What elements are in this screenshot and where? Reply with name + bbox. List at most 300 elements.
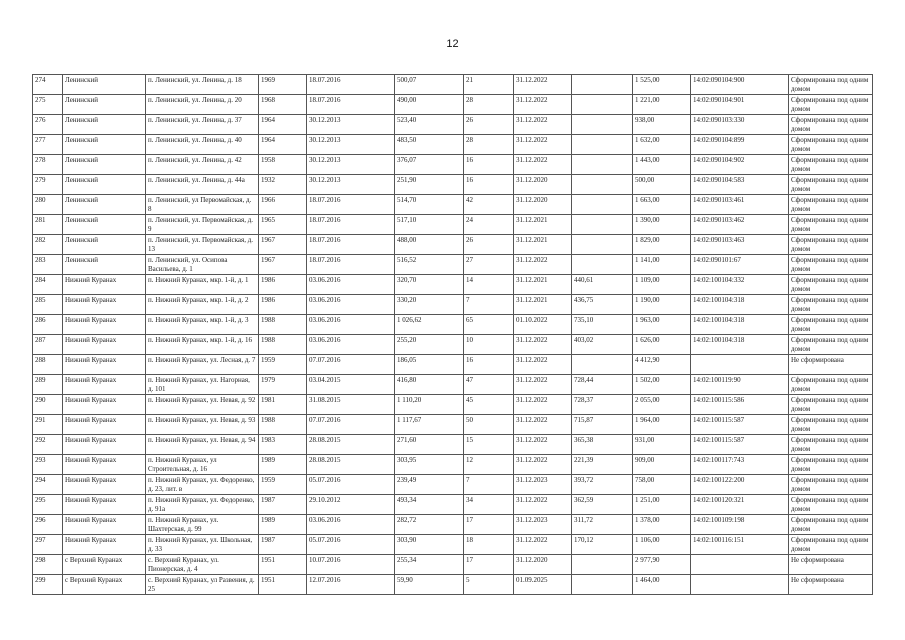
- cell-unit-cost: 728,37: [572, 395, 633, 415]
- cell-area: 1 026,62: [395, 315, 464, 335]
- cell-address: п. Нижний Куранах, мкр. 1-й, д. 3: [146, 315, 259, 335]
- cell-build-year: 1951: [259, 575, 307, 595]
- cell-survey-date: 18.07.2016: [307, 95, 395, 115]
- cell-settlement: Ленинский: [63, 95, 146, 115]
- cell-deadline: 31.12.2020: [514, 175, 572, 195]
- cell-plot-status: Сформирована под одним домом: [789, 455, 873, 475]
- cell-plot-status: Сформирована под одним домом: [789, 195, 873, 215]
- cell-deadline: 31.12.2022: [514, 75, 572, 95]
- cell-plot-status: Сформирована под одним домом: [789, 255, 873, 275]
- cell-plot-status: Не сформирована: [789, 575, 873, 595]
- cell-residents: 17: [464, 515, 514, 535]
- cell-area: 303,90: [395, 535, 464, 555]
- cell-plot-status: Сформирована под одним домом: [789, 135, 873, 155]
- cell-survey-date: 30.12.2013: [307, 175, 395, 195]
- cell-survey-date: 30.12.2013: [307, 115, 395, 135]
- cell-settlement: Ленинский: [63, 175, 146, 195]
- cell-plot-area: 2 055,00: [633, 395, 691, 415]
- cell-deadline: 01.09.2025: [514, 575, 572, 595]
- cell-area: 517,10: [395, 215, 464, 235]
- cell-deadline: 31.12.2021: [514, 275, 572, 295]
- cell-plot-area: 1 632,00: [633, 135, 691, 155]
- cell-cadastral-number: 14:02:100115:587: [691, 415, 789, 435]
- cell-settlement: с Верхний Куранах: [63, 555, 146, 575]
- cell-residents: 45: [464, 395, 514, 415]
- cell-build-year: 1989: [259, 455, 307, 475]
- cell-unit-cost: [572, 255, 633, 275]
- cell-settlement: Нижний Куранах: [63, 275, 146, 295]
- cell-plot-status: Сформирована под одним домом: [789, 235, 873, 255]
- cell-area: 282,72: [395, 515, 464, 535]
- cell-area: 514,70: [395, 195, 464, 215]
- cell-settlement: Нижний Куранах: [63, 455, 146, 475]
- cell-plot-status: Сформирована под одним домом: [789, 495, 873, 515]
- cell-address: п. Ленинский, ул. Ленина, д. 37: [146, 115, 259, 135]
- cell-deadline: 31.12.2021: [514, 215, 572, 235]
- cell-residents: 21: [464, 75, 514, 95]
- cell-row-number: 282: [33, 235, 63, 255]
- cell-deadline: 31.12.2022: [514, 115, 572, 135]
- cell-plot-area: 1 390,00: [633, 215, 691, 235]
- cell-settlement: Нижний Куранах: [63, 395, 146, 415]
- cell-unit-cost: [572, 115, 633, 135]
- cell-settlement: Ленинский: [63, 135, 146, 155]
- cell-deadline: 31.12.2022: [514, 415, 572, 435]
- cell-cadastral-number: 14:02:100116:151: [691, 535, 789, 555]
- cell-deadline: 31.12.2021: [514, 235, 572, 255]
- table-row: [33, 115, 873, 135]
- housing-register-table: [32, 74, 873, 595]
- cell-build-year: 1979: [259, 375, 307, 395]
- cell-cadastral-number: 14:02:090101:67: [691, 255, 789, 275]
- cell-address: п. Нижний Куранах, ул. Лесная, д. 7: [146, 355, 259, 375]
- table-row: [33, 575, 873, 595]
- cell-row-number: 280: [33, 195, 63, 215]
- cell-address: п. Нижний Куранах, мкр. 1-й, д. 1: [146, 275, 259, 295]
- cell-area: 320,70: [395, 275, 464, 295]
- cell-plot-status: Сформирована под одним домом: [789, 535, 873, 555]
- cell-residents: 42: [464, 195, 514, 215]
- cell-row-number: 292: [33, 435, 63, 455]
- cell-deadline: 31.12.2022: [514, 535, 572, 555]
- cell-settlement: с Верхний Куранах: [63, 575, 146, 595]
- cell-residents: 18: [464, 535, 514, 555]
- table-row: [33, 315, 873, 335]
- table-row: [33, 375, 873, 395]
- cell-unit-cost: [572, 235, 633, 255]
- cell-settlement: Ленинский: [63, 155, 146, 175]
- cell-unit-cost: 362,59: [572, 495, 633, 515]
- cell-build-year: 1958: [259, 155, 307, 175]
- cell-area: 255,34: [395, 555, 464, 575]
- cell-area: 255,20: [395, 335, 464, 355]
- cell-address: п. Ленинский, ул. Ленина, д. 20: [146, 95, 259, 115]
- cell-address: с. Верхний Куранах, ул. Пионерская, д. 4: [146, 555, 259, 575]
- cell-address: п. Ленинский, ул. Ленина, д. 44а: [146, 175, 259, 195]
- cell-survey-date: 03.04.2015: [307, 375, 395, 395]
- cell-residents: 47: [464, 375, 514, 395]
- cell-cadastral-number: 14:02:090103:463: [691, 235, 789, 255]
- cell-build-year: 1988: [259, 415, 307, 435]
- cell-deadline: 01.10.2022: [514, 315, 572, 335]
- cell-settlement: Нижний Куранах: [63, 475, 146, 495]
- cell-area: 416,80: [395, 375, 464, 395]
- cell-area: 516,52: [395, 255, 464, 275]
- cell-address: п. Нижний Куранах, ул. Невая, д. 93: [146, 415, 259, 435]
- cell-build-year: 1981: [259, 395, 307, 415]
- cell-plot-area: 1 141,00: [633, 255, 691, 275]
- cell-row-number: 296: [33, 515, 63, 535]
- cell-build-year: 1959: [259, 355, 307, 375]
- cell-deadline: 31.12.2023: [514, 515, 572, 535]
- cell-survey-date: 03.06.2016: [307, 275, 395, 295]
- cell-build-year: 1967: [259, 235, 307, 255]
- cell-address: п. Нижний Куранах, ул. Федоренко, д. 91а: [146, 495, 259, 515]
- cell-unit-cost: 735,10: [572, 315, 633, 335]
- cell-address: п. Ленинский, ул. Ленина, д. 18: [146, 75, 259, 95]
- table-row: [33, 175, 873, 195]
- cell-survey-date: 05.07.2016: [307, 535, 395, 555]
- cell-unit-cost: 221,39: [572, 455, 633, 475]
- cell-plot-area: 1 525,00: [633, 75, 691, 95]
- cell-plot-area: 4 412,90: [633, 355, 691, 375]
- cell-row-number: 290: [33, 395, 63, 415]
- cell-survey-date: 03.06.2016: [307, 335, 395, 355]
- cell-build-year: 1967: [259, 255, 307, 275]
- cell-survey-date: 18.07.2016: [307, 215, 395, 235]
- cell-plot-area: 1 190,00: [633, 295, 691, 315]
- cell-survey-date: 29.10.2012: [307, 495, 395, 515]
- cell-plot-area: 1 109,00: [633, 275, 691, 295]
- cell-settlement: Нижний Куранах: [63, 375, 146, 395]
- table-row: [33, 215, 873, 235]
- cell-residents: 16: [464, 155, 514, 175]
- cell-plot-area: 938,00: [633, 115, 691, 135]
- cell-deadline: 31.12.2020: [514, 555, 572, 575]
- cell-area: 483,50: [395, 135, 464, 155]
- table-row: [33, 135, 873, 155]
- cell-unit-cost: [572, 575, 633, 595]
- cell-plot-area: 1 502,00: [633, 375, 691, 395]
- cell-area: 303,95: [395, 455, 464, 475]
- table-row: [33, 235, 873, 255]
- cell-cadastral-number: 14:02:090104:583: [691, 175, 789, 195]
- table-row: [33, 335, 873, 355]
- cell-area: 251,90: [395, 175, 464, 195]
- cell-deadline: 31.12.2022: [514, 355, 572, 375]
- cell-residents: 65: [464, 315, 514, 335]
- cell-build-year: 1987: [259, 535, 307, 555]
- table-row: [33, 455, 873, 475]
- cell-row-number: 283: [33, 255, 63, 275]
- cell-plot-status: Сформирована под одним домом: [789, 295, 873, 315]
- cell-row-number: 288: [33, 355, 63, 375]
- cell-row-number: 289: [33, 375, 63, 395]
- table-row: [33, 95, 873, 115]
- cell-row-number: 277: [33, 135, 63, 155]
- cell-build-year: 1986: [259, 295, 307, 315]
- cell-area: 239,49: [395, 475, 464, 495]
- cell-build-year: 1964: [259, 135, 307, 155]
- cell-cadastral-number: 14:02:100120:321: [691, 495, 789, 515]
- cell-survey-date: 18.07.2016: [307, 255, 395, 275]
- cell-residents: 7: [464, 295, 514, 315]
- cell-address: п. Нижний Куранах, ул. Федоренко, д. 23, лит. в: [146, 475, 259, 495]
- table-row: [33, 555, 873, 575]
- cell-unit-cost: 311,72: [572, 515, 633, 535]
- cell-deadline: 31.12.2022: [514, 335, 572, 355]
- cell-residents: 50: [464, 415, 514, 435]
- cell-build-year: 1988: [259, 315, 307, 335]
- cell-plot-area: 1 663,00: [633, 195, 691, 215]
- cell-row-number: 279: [33, 175, 63, 195]
- cell-address: п. Нижний Куранах, ул. Невая, д. 94: [146, 435, 259, 455]
- cell-address: п. Ленинский, ул. Ленина, д. 42: [146, 155, 259, 175]
- cell-plot-area: 2 977,90: [633, 555, 691, 575]
- cell-address: п. Нижний Куранах, ул. Нагорная, д. 101: [146, 375, 259, 395]
- cell-unit-cost: 728,44: [572, 375, 633, 395]
- cell-plot-status: Сформирована под одним домом: [789, 375, 873, 395]
- cell-cadastral-number: 14:02:100104:318: [691, 335, 789, 355]
- table-row: [33, 255, 873, 275]
- cell-address: п. Ленинский, ул. Первомайская, д. 13: [146, 235, 259, 255]
- table-row: [33, 535, 873, 555]
- table-row: [33, 75, 873, 95]
- cell-cadastral-number: 14:02:090103:461: [691, 195, 789, 215]
- cell-row-number: 284: [33, 275, 63, 295]
- cell-residents: 26: [464, 115, 514, 135]
- cell-address: п. Нижний Куранах, мкр. 1-й, д. 16: [146, 335, 259, 355]
- cell-cadastral-number: 14:02:100104:318: [691, 315, 789, 335]
- cell-address: п. Ленинский, ул. Ленина, д. 40: [146, 135, 259, 155]
- cell-residents: 5: [464, 575, 514, 595]
- cell-plot-status: Сформирована под одним домом: [789, 275, 873, 295]
- cell-area: 523,40: [395, 115, 464, 135]
- cell-residents: 15: [464, 435, 514, 455]
- cell-cadastral-number: 14:02:090104:899: [691, 135, 789, 155]
- cell-plot-status: Сформирована под одним домом: [789, 215, 873, 235]
- cell-row-number: 285: [33, 295, 63, 315]
- cell-row-number: 294: [33, 475, 63, 495]
- cell-survey-date: 12.07.2016: [307, 575, 395, 595]
- cell-plot-status: Сформирована под одним домом: [789, 115, 873, 135]
- cell-cadastral-number: 14:02:100109:198: [691, 515, 789, 535]
- cell-plot-status: Сформирована под одним домом: [789, 335, 873, 355]
- cell-address: п. Ленинский, ул. Осипова Васильева, д. 1: [146, 255, 259, 275]
- cell-settlement: Ленинский: [63, 75, 146, 95]
- cell-address: п. Ленинский, ул Первомайская, д. 8: [146, 195, 259, 215]
- cell-area: 1 110,20: [395, 395, 464, 415]
- cell-build-year: 1987: [259, 495, 307, 515]
- cell-build-year: 1988: [259, 335, 307, 355]
- cell-survey-date: 03.06.2016: [307, 315, 395, 335]
- cell-survey-date: 18.07.2016: [307, 195, 395, 215]
- cell-cadastral-number: [691, 575, 789, 595]
- table-row: [33, 415, 873, 435]
- cell-unit-cost: 170,12: [572, 535, 633, 555]
- cell-settlement: Ленинский: [63, 195, 146, 215]
- table-row: [33, 195, 873, 215]
- cell-address: п. Нижний Куранах, ул. Невая, д. 92: [146, 395, 259, 415]
- cell-cadastral-number: 14:02:100104:332: [691, 275, 789, 295]
- cell-deadline: 31.12.2022: [514, 435, 572, 455]
- cell-residents: 16: [464, 355, 514, 375]
- cell-residents: 26: [464, 235, 514, 255]
- cell-unit-cost: [572, 215, 633, 235]
- cell-row-number: 298: [33, 555, 63, 575]
- cell-plot-status: Сформирована под одним домом: [789, 435, 873, 455]
- cell-deadline: 31.12.2023: [514, 475, 572, 495]
- cell-plot-status: Сформирована под одним домом: [789, 395, 873, 415]
- cell-residents: 28: [464, 95, 514, 115]
- cell-cadastral-number: [691, 555, 789, 575]
- cell-area: 493,34: [395, 495, 464, 515]
- cell-survey-date: 28.08.2015: [307, 435, 395, 455]
- cell-plot-status: Сформирована под одним домом: [789, 155, 873, 175]
- cell-address: п. Нижний Куранах, ул. Школьная, д. 33: [146, 535, 259, 555]
- table-row: [33, 155, 873, 175]
- cell-row-number: 295: [33, 495, 63, 515]
- cell-cadastral-number: 14:02:100104:318: [691, 295, 789, 315]
- cell-unit-cost: [572, 135, 633, 155]
- cell-deadline: 31.12.2022: [514, 495, 572, 515]
- cell-settlement: Нижний Куранах: [63, 315, 146, 335]
- cell-cadastral-number: 14:02:090104:900: [691, 75, 789, 95]
- cell-plot-status: Не сформирована: [789, 555, 873, 575]
- cell-address: п. Нижний Куранах, ул Строительная, д. 16: [146, 455, 259, 475]
- cell-survey-date: 07.07.2016: [307, 355, 395, 375]
- cell-cadastral-number: 14:02:100115:587: [691, 435, 789, 455]
- cell-plot-area: 1 378,00: [633, 515, 691, 535]
- table-row: [33, 515, 873, 535]
- cell-settlement: Ленинский: [63, 235, 146, 255]
- cell-build-year: 1959: [259, 475, 307, 495]
- cell-plot-status: Сформирована под одним домом: [789, 515, 873, 535]
- cell-plot-area: 1 626,00: [633, 335, 691, 355]
- cell-residents: 24: [464, 215, 514, 235]
- cell-settlement: Нижний Куранах: [63, 535, 146, 555]
- cell-deadline: 31.12.2022: [514, 375, 572, 395]
- cell-plot-area: 1 443,00: [633, 155, 691, 175]
- cell-survey-date: 18.07.2016: [307, 235, 395, 255]
- cell-build-year: 1964: [259, 115, 307, 135]
- cell-row-number: 291: [33, 415, 63, 435]
- table-row: [33, 435, 873, 455]
- cell-row-number: 276: [33, 115, 63, 135]
- cell-residents: 14: [464, 275, 514, 295]
- cell-residents: 17: [464, 555, 514, 575]
- cell-area: 376,07: [395, 155, 464, 175]
- cell-settlement: Нижний Куранах: [63, 295, 146, 315]
- table-body: [33, 75, 873, 595]
- cell-survey-date: 03.06.2016: [307, 515, 395, 535]
- cell-build-year: 1969: [259, 75, 307, 95]
- cell-plot-area: 758,00: [633, 475, 691, 495]
- cell-row-number: 299: [33, 575, 63, 595]
- cell-address: с. Верхний Куранах, ул Развения, д. 25: [146, 575, 259, 595]
- cell-cadastral-number: 14:02:100115:586: [691, 395, 789, 415]
- cell-area: 59,90: [395, 575, 464, 595]
- cell-build-year: 1951: [259, 555, 307, 575]
- cell-row-number: 275: [33, 95, 63, 115]
- cell-build-year: 1989: [259, 515, 307, 535]
- cell-area: 330,20: [395, 295, 464, 315]
- cell-unit-cost: [572, 95, 633, 115]
- cell-unit-cost: 436,75: [572, 295, 633, 315]
- cell-row-number: 293: [33, 455, 63, 475]
- table-row: [33, 395, 873, 415]
- cell-unit-cost: 715,87: [572, 415, 633, 435]
- cell-residents: 16: [464, 175, 514, 195]
- cell-plot-area: 1 964,00: [633, 415, 691, 435]
- cell-deadline: 31.12.2022: [514, 395, 572, 415]
- cell-unit-cost: 403,02: [572, 335, 633, 355]
- table-row: [33, 275, 873, 295]
- cell-deadline: 31.12.2022: [514, 255, 572, 275]
- cell-cadastral-number: [691, 355, 789, 375]
- cell-survey-date: 10.07.2016: [307, 555, 395, 575]
- cell-cadastral-number: 14:02:100117:743: [691, 455, 789, 475]
- cell-plot-status: Не сформирована: [789, 355, 873, 375]
- cell-deadline: 31.12.2020: [514, 195, 572, 215]
- cell-plot-area: 931,00: [633, 435, 691, 455]
- cell-build-year: 1986: [259, 275, 307, 295]
- cell-area: 500,07: [395, 75, 464, 95]
- page-number: 12: [446, 38, 459, 50]
- cell-plot-status: Сформирована под одним домом: [789, 415, 873, 435]
- cell-plot-area: 1 829,00: [633, 235, 691, 255]
- cell-build-year: 1966: [259, 195, 307, 215]
- cell-unit-cost: 365,38: [572, 435, 633, 455]
- cell-row-number: 297: [33, 535, 63, 555]
- cell-address: п. Нижний Куранах, ул. Шахтерская, д. 99: [146, 515, 259, 535]
- cell-plot-area: 1 251,00: [633, 495, 691, 515]
- cell-deadline: 31.12.2022: [514, 155, 572, 175]
- table-row: [33, 355, 873, 375]
- cell-unit-cost: 393,72: [572, 475, 633, 495]
- cell-area: 490,00: [395, 95, 464, 115]
- cell-unit-cost: 440,61: [572, 275, 633, 295]
- cell-plot-area: 1 221,00: [633, 95, 691, 115]
- cell-row-number: 286: [33, 315, 63, 335]
- table-row: [33, 475, 873, 495]
- cell-deadline: 31.12.2022: [514, 95, 572, 115]
- cell-settlement: Нижний Куранах: [63, 495, 146, 515]
- table-row: [33, 295, 873, 315]
- cell-unit-cost: [572, 175, 633, 195]
- cell-build-year: 1983: [259, 435, 307, 455]
- cell-settlement: Нижний Куранах: [63, 415, 146, 435]
- cell-survey-date: 30.12.2013: [307, 155, 395, 175]
- cell-settlement: Ленинский: [63, 115, 146, 135]
- cell-settlement: Нижний Куранах: [63, 435, 146, 455]
- cell-settlement: Ленинский: [63, 255, 146, 275]
- cell-cadastral-number: 14:02:090103:330: [691, 115, 789, 135]
- cell-plot-status: Сформирована под одним домом: [789, 95, 873, 115]
- cell-unit-cost: [572, 355, 633, 375]
- cell-plot-status: Сформирована под одним домом: [789, 315, 873, 335]
- cell-survey-date: 07.07.2016: [307, 415, 395, 435]
- cell-residents: 7: [464, 475, 514, 495]
- cell-plot-area: 1 963,00: [633, 315, 691, 335]
- cell-plot-area: 1 106,00: [633, 535, 691, 555]
- cell-build-year: 1932: [259, 175, 307, 195]
- cell-row-number: 281: [33, 215, 63, 235]
- cell-unit-cost: [572, 195, 633, 215]
- cell-area: 271,60: [395, 435, 464, 455]
- cell-unit-cost: [572, 555, 633, 575]
- cell-deadline: 31.12.2022: [514, 135, 572, 155]
